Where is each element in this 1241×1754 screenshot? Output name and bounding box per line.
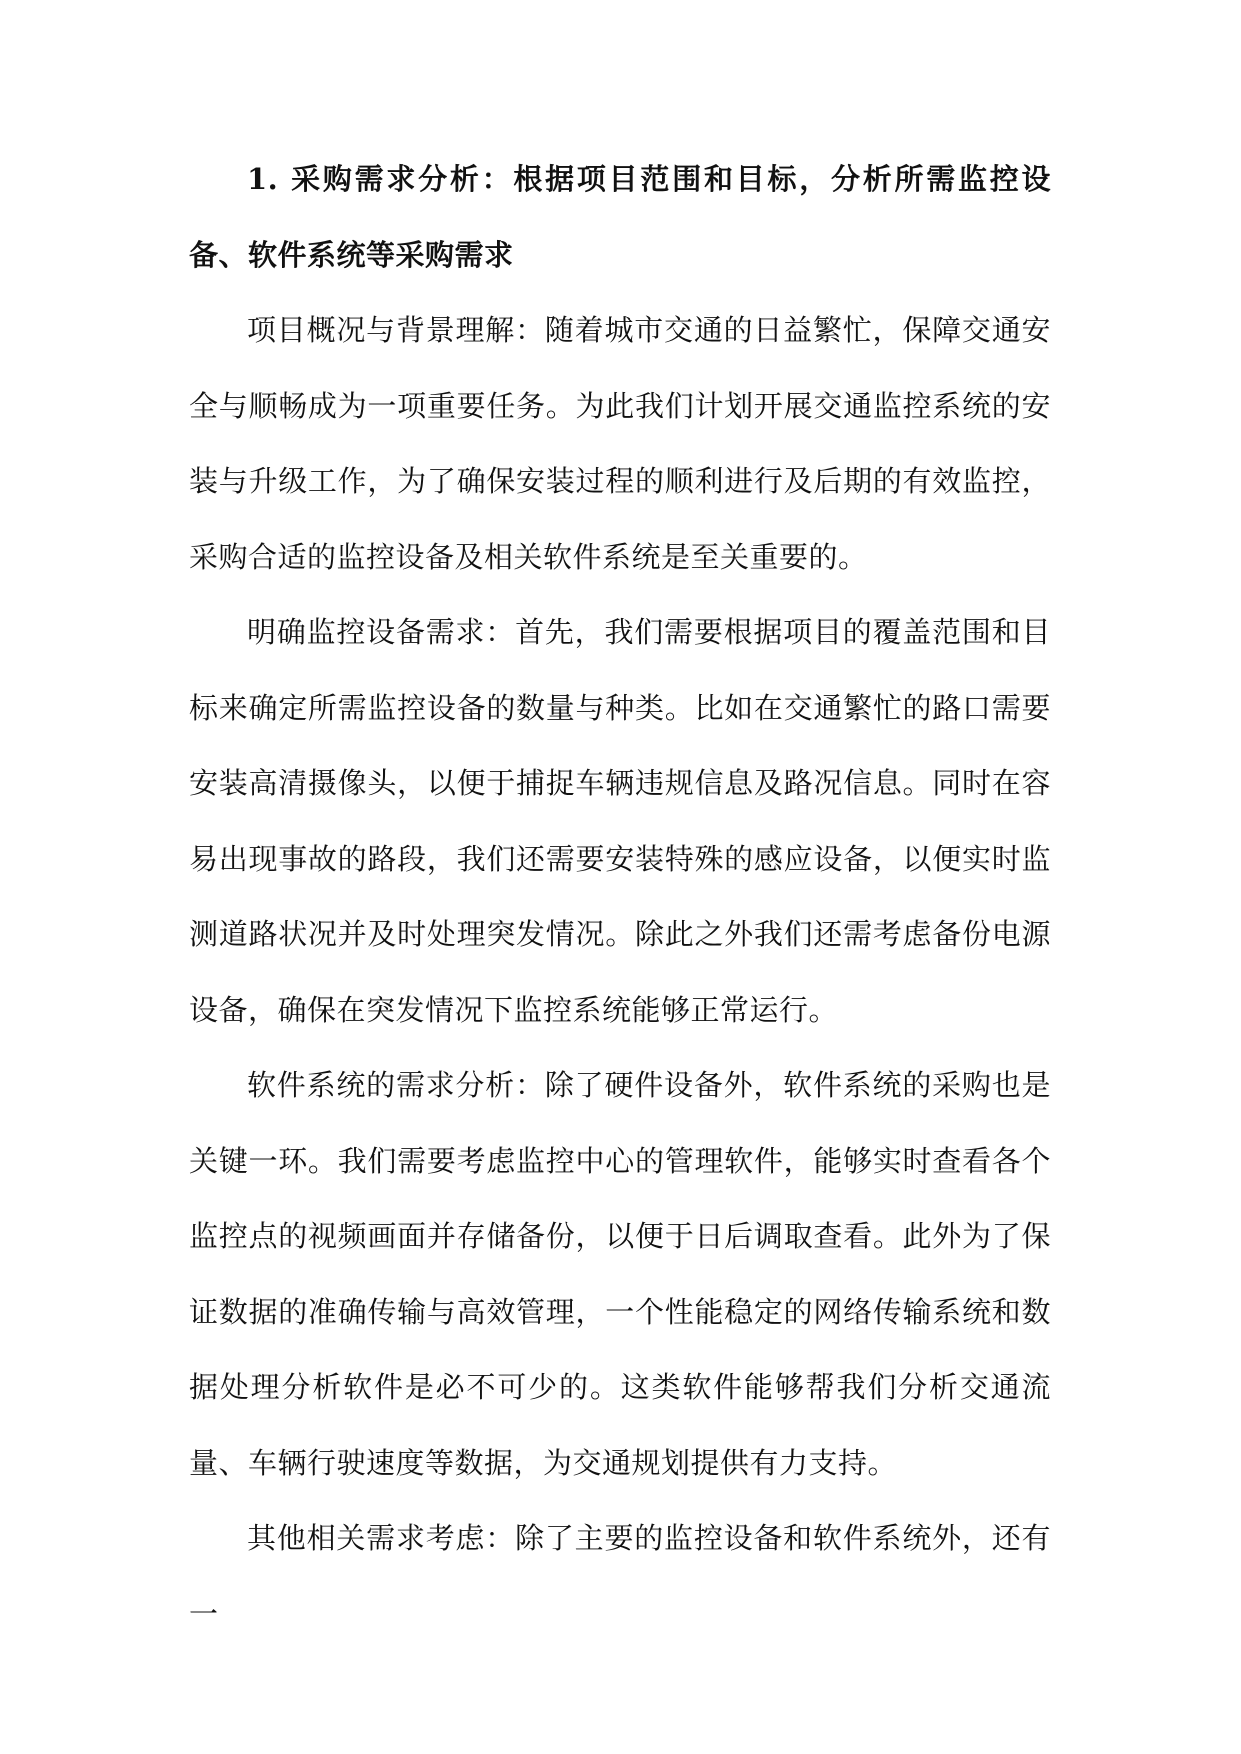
paragraph-project-overview: 项目概况与背景理解：随着城市交通的日益繁忙，保障交通安全与顺畅成为一项重要任务。为此我们计划开展交通监控系统的安装与升级工作，为了确保安装过程的顺利进行及后期的有效监控，采购合适的监控设备及相关软件系统是至关重要的。 [189,313,1051,574]
paragraph-software-requirements: 软件系统的需求分析：除了硬件设备外，软件系统的采购也是关键一环。我们需要考虑监控中心的管理软件，能够实时查看各个监控点的视频画面并存储备份，以便于日后调取查看。此外为了保证数据的准确传输与高效管理，一个性能稳定的网络传输系统和数据处理分析软件是必不可少的。这类软件能够帮我们分析交通流量、车辆行驶速度等数据，为交通规划提供有力支持。 [189,1068,1051,1480]
paragraph-other-requirements: 其他相关需求考虑：除了主要的监控设备和软件系统外，还有一 [189,1521,1051,1631]
document-body [189,142,1051,1652]
section-heading: 1. 采购需求分析：根据项目范围和目标，分析所需监控设备、软件系统等采购需求 [189,162,1051,272]
paragraph-device-requirements: 明确监控设备需求：首先，我们需要根据项目的覆盖范围和目标来确定所需监控设备的数量与种类。比如在交通繁忙的路口需要安装高清摄像头，以便于捕捉车辆违规信息及路况信息。同时在容易出现事故的路段，我们还需要安装特殊的感应设备，以便实时监测道路状况并及时处理突发情况。除此之外我们还需考虑备份电源设备，确保在突发情况下监控系统能够正常运行。 [189,615,1051,1027]
